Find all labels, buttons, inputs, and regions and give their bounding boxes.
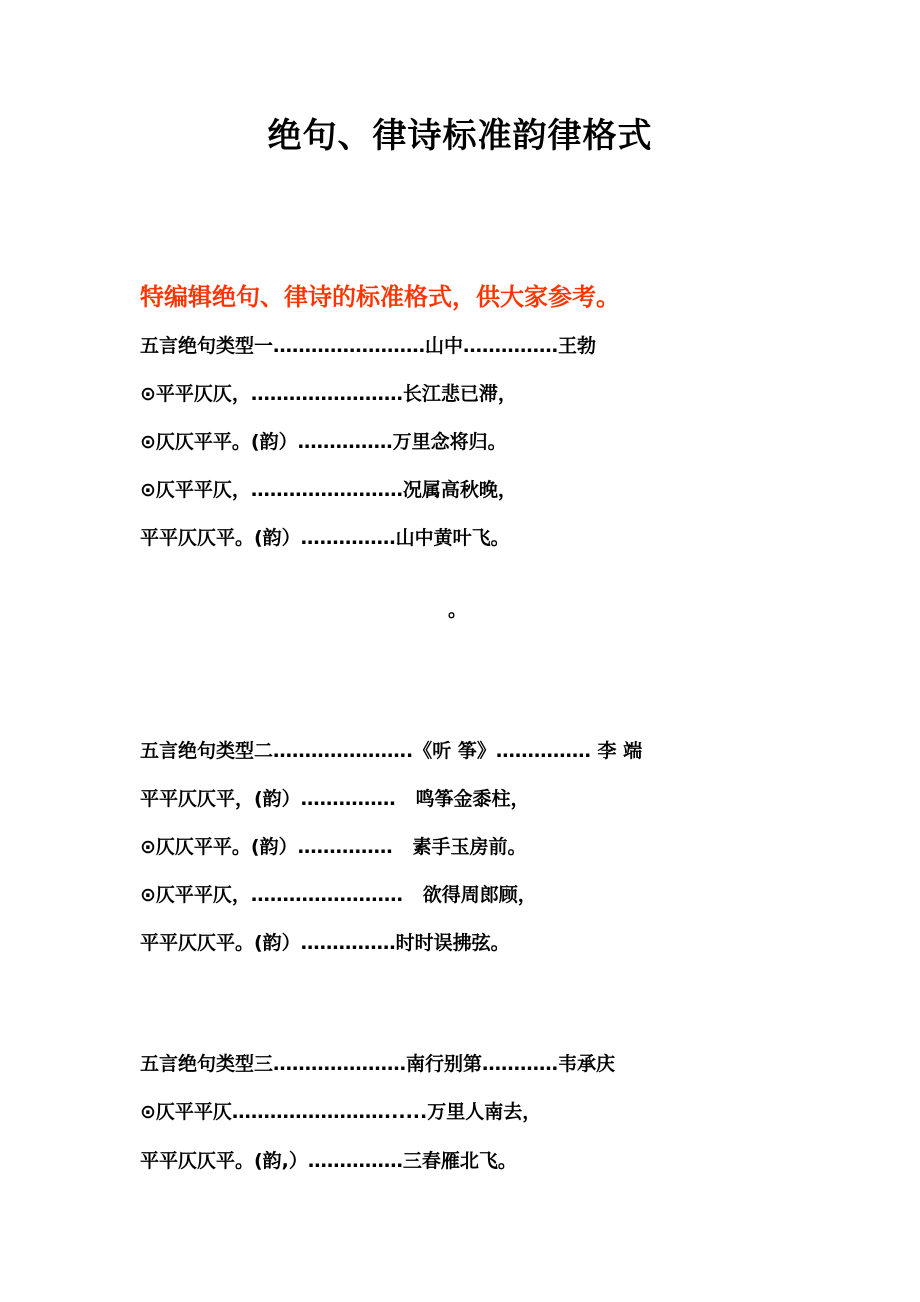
stray-punctuation-mark: 。	[448, 599, 468, 621]
section2-line-1: 平平仄仄平，(韵）…………… 鸣筝金黍柱，	[140, 788, 530, 810]
section3-line-2: 平平仄仄平。(韵,）……………三春雁北飞。	[140, 1150, 517, 1172]
section2-line-2: ⊙仄仄平平。(韵）…………… 素手玉房前。	[140, 836, 527, 858]
section1-line-2: ⊙仄仄平平。(韵）……………万里念将归。	[140, 431, 507, 453]
document-title: 绝句、律诗标准韵律格式	[267, 116, 653, 156]
section1-line-4: 平平仄仄平。(韵）……………山中黄叶飞。	[140, 527, 510, 549]
section1-line-3: ⊙仄平平仄，……………………况属高秋晚，	[140, 479, 517, 501]
section2-line-4: 平平仄仄平。(韵）……………时时误拂弦。	[140, 932, 510, 954]
document-subtitle: 特编辑绝句、律诗的标准格式，供大家参考。	[140, 283, 620, 311]
section3-heading: 五言绝句类型三…………………南行别第…………韦承庆	[140, 1053, 616, 1075]
section3-line-1: ⊙仄平平仄……………………......万里人南去，	[140, 1101, 542, 1123]
section2-line-3: ⊙仄平平仄，…………………… 欲得周郎顾，	[140, 884, 537, 906]
section1-line-1: ⊙平平仄仄，……………………长江悲已滞，	[140, 383, 517, 405]
section1-heading: 五言绝句类型一……………………山中……………王勃	[140, 335, 597, 357]
section2-heading: 五言绝句类型二………………….《听 筝》…………… 李 端	[140, 740, 643, 762]
